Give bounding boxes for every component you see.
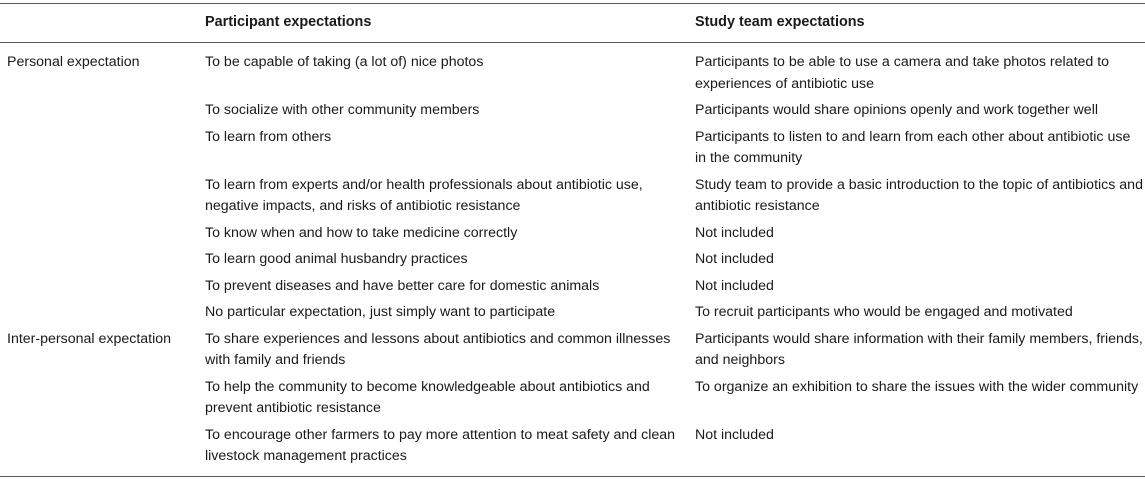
- participant-cell: To encourage other farmers to pay more attention to meat safety and clean livestock management practices: [205, 426, 676, 464]
- table-row: [0, 245, 1145, 272]
- study-team-cell: Participants would share opinions openly and work together well: [695, 102, 1098, 118]
- category-cell: [0, 373, 198, 421]
- study-team-cell: Participants to listen to and learn from each other about antibiotic use in the community: [695, 128, 1131, 166]
- header-category: [0, 4, 198, 43]
- category-cell: Personal expectation: [7, 54, 140, 70]
- participant-cell: To learn from experts and/or health professionals about antibiotic use, negative impacts, and risks of antibiotic resistance: [205, 176, 643, 214]
- study-team-cell: To recruit participants who would be engaged and motivated: [695, 304, 1073, 320]
- table-row: [0, 43, 1145, 97]
- category-cell: [0, 272, 198, 299]
- study-team-cell: Not included: [695, 426, 774, 443]
- table-row: [0, 171, 1145, 219]
- participant-cell: To learn from others: [205, 128, 332, 145]
- category-cell: [0, 219, 198, 246]
- table-row: [0, 219, 1145, 246]
- table-row: [0, 298, 1145, 325]
- category-cell: Inter-personal expectation: [7, 330, 172, 347]
- table-row: [0, 421, 1145, 477]
- category-cell: [0, 298, 198, 325]
- category-cell: [0, 245, 198, 272]
- expectations-table: [0, 3, 1145, 477]
- category-cell: [0, 421, 198, 477]
- study-team-cell: Study team to provide a basic introduction to the topic of antibiotics and antibiotic resistance: [695, 176, 1143, 214]
- table-row: [0, 123, 1145, 171]
- header-participant-expectations: Participant expectations: [205, 14, 372, 31]
- participant-cell: To share experiences and lessons about antibiotics and common illnesses with family and friends: [205, 330, 671, 368]
- participant-cell: No particular expectation, just simply want to participate: [205, 304, 556, 320]
- participant-cell: To be capable of taking (a lot of) nice photos: [205, 54, 484, 70]
- study-team-cell: Not included: [695, 251, 774, 267]
- study-team-cell: Not included: [695, 224, 774, 241]
- participant-cell: To learn good animal husbandry practices: [205, 251, 468, 267]
- header-study-team-expectations: Study team expectations: [695, 14, 865, 31]
- participant-cell: To prevent diseases and have better care for domestic animals: [205, 277, 600, 294]
- participant-cell: To help the community to become knowledgeable about antibiotics and prevent antibiotic resistance: [205, 378, 650, 416]
- study-team-cell: Participants to be able to use a camera and take photos related to experiences of antibiotic use: [695, 54, 1110, 92]
- table-header: [0, 4, 1145, 43]
- table-row: [0, 272, 1145, 299]
- table-body: [0, 43, 1145, 477]
- participant-cell: To know when and how to take medicine correctly: [205, 224, 518, 241]
- table-row: [0, 373, 1145, 421]
- study-team-cell: Participants would share information with their family members, friends, and neighbors: [695, 330, 1143, 368]
- study-team-cell: To organize an exhibition to share the issues with the wider community: [695, 378, 1139, 395]
- table-row: [0, 96, 1145, 123]
- study-team-cell: Not included: [695, 277, 774, 294]
- participant-cell: To socialize with other community members: [205, 102, 480, 118]
- category-cell: [0, 96, 198, 123]
- category-cell: [0, 123, 198, 171]
- header-row: [0, 4, 1145, 43]
- table-row: [0, 325, 1145, 373]
- category-cell: [0, 171, 198, 219]
